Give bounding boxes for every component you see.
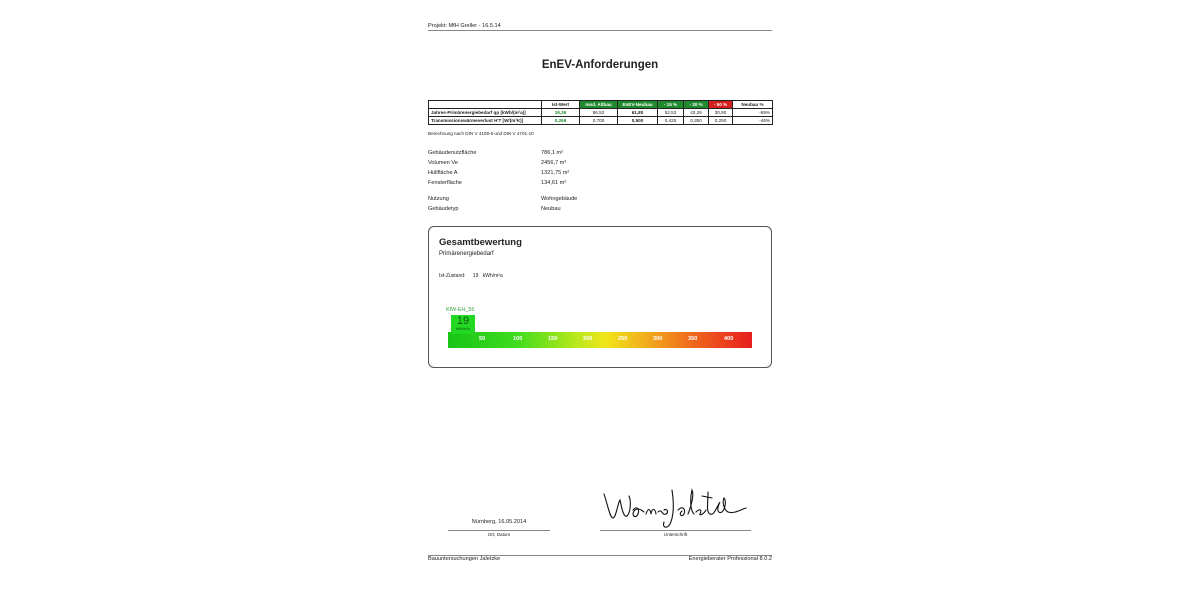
place-date-label: Ort, Datum	[487, 532, 511, 537]
cell-minus15: 0,425	[658, 117, 684, 125]
project-header: Projekt: MfH Greller - 16.5.14	[428, 23, 772, 31]
property-value: 2456,7 m³	[541, 160, 567, 166]
cell-neubau-pct: -46%	[733, 117, 773, 125]
table-header-blank	[429, 101, 542, 109]
kfw-label: KfW-EH_55	[446, 307, 475, 313]
cell-enev-neubau: 61,80	[618, 109, 658, 117]
property-row	[428, 170, 728, 178]
col-header-neubau-pct: Neubau %	[733, 101, 773, 109]
overall-rating-box	[428, 226, 772, 368]
col-header-mod-altbau: mod. Altbau	[580, 101, 618, 109]
current-state-line	[439, 273, 509, 279]
signature-line	[600, 530, 751, 531]
property-value: 1321,75 m²	[541, 170, 570, 176]
property-row	[428, 180, 728, 188]
property-value: 134,61 m²	[541, 180, 567, 186]
property-label: Gebäudetyp	[428, 206, 459, 212]
cell-ist: 0,269	[542, 117, 580, 125]
table-row	[429, 109, 773, 117]
col-header-enev-neubau: EnEV-Neubau	[618, 101, 658, 109]
scale-tick: 250	[618, 336, 628, 342]
rating-subheading: Primärenergiebedarf	[439, 251, 494, 257]
col-header-minus30: - 30 %	[684, 101, 709, 109]
footer-company: Bauuntersuchungen Jaletzke	[428, 556, 501, 562]
signature-label: Unterschrift	[663, 532, 688, 537]
property-row	[428, 150, 728, 158]
table-header-row	[429, 101, 773, 109]
property-value: Wohngebäude	[541, 196, 578, 202]
place-date-line	[448, 530, 550, 531]
row-label-transmission: Transmissionswärmeverlust H'T [W/(m²K)]	[429, 117, 542, 125]
cell-minus30: 43,26	[684, 109, 709, 117]
current-state-label: Ist-Zustand:	[439, 273, 466, 279]
scale-tick: 200	[583, 336, 593, 342]
property-label: Hüllfläche A	[428, 170, 458, 176]
scale-tick: 350	[688, 336, 698, 342]
cell-minus50: 0,250	[709, 117, 733, 125]
property-row	[428, 160, 728, 168]
requirements-table	[428, 100, 773, 125]
cell-mod-altbau: 0,700	[580, 117, 618, 125]
energy-scale-bar	[448, 332, 752, 348]
current-state-value: 19	[472, 273, 479, 279]
col-header-minus15: - 15 %	[658, 101, 684, 109]
cell-enev-neubau: 0,500	[618, 117, 658, 125]
property-value: Neubau	[541, 206, 561, 212]
col-header-minus50: - 50 %	[709, 101, 733, 109]
col-header-ist: Ist-Wert	[542, 101, 580, 109]
cell-neubau-pct: -69%	[733, 109, 773, 117]
place-date-value: Nürnberg, 16.05.2014	[471, 519, 527, 525]
property-label: Gebäudenutzfläche	[428, 150, 477, 156]
scale-tick: 50	[479, 336, 486, 342]
property-label: Volumen Ve	[428, 160, 458, 166]
current-state-unit: kWh/m²a	[482, 273, 503, 279]
handwritten-signature	[600, 484, 750, 532]
marker-unit: kWh/m²a	[455, 327, 471, 331]
current-value-marker	[451, 315, 475, 334]
page-title: EnEV-Anforderungen	[541, 59, 659, 71]
property-row	[428, 206, 728, 214]
table-row	[429, 117, 773, 125]
cell-ist: 19,36	[542, 109, 580, 117]
rating-heading: Gesamtbewertung	[439, 237, 522, 248]
cell-minus30: 0,350	[684, 117, 709, 125]
property-value: 786,1 m²	[541, 150, 564, 156]
marker-value: 19	[456, 315, 470, 327]
scale-tick: 150	[548, 336, 558, 342]
property-row	[428, 196, 728, 204]
footer-software: Energieberater Professional 8.0.2	[688, 556, 772, 562]
row-label-primaerenergie: Jahres-Primärenergiebedarf qp [kWh/(m²a)]	[429, 109, 542, 117]
scale-tick: 300	[653, 336, 663, 342]
property-label: Nutzung	[428, 196, 449, 202]
calculation-note: Berechnung nach DIN V 4108-6 und DIN V 4701-10	[428, 131, 534, 136]
scale-tick: 100	[513, 336, 523, 342]
scale-tick: 400	[724, 336, 734, 342]
property-label: Fensterfläche	[428, 180, 462, 186]
cell-minus15: 52,53	[658, 109, 684, 117]
cell-minus50: 30,90	[709, 109, 733, 117]
cell-mod-altbau: 86,52	[580, 109, 618, 117]
document-page	[428, 0, 772, 600]
